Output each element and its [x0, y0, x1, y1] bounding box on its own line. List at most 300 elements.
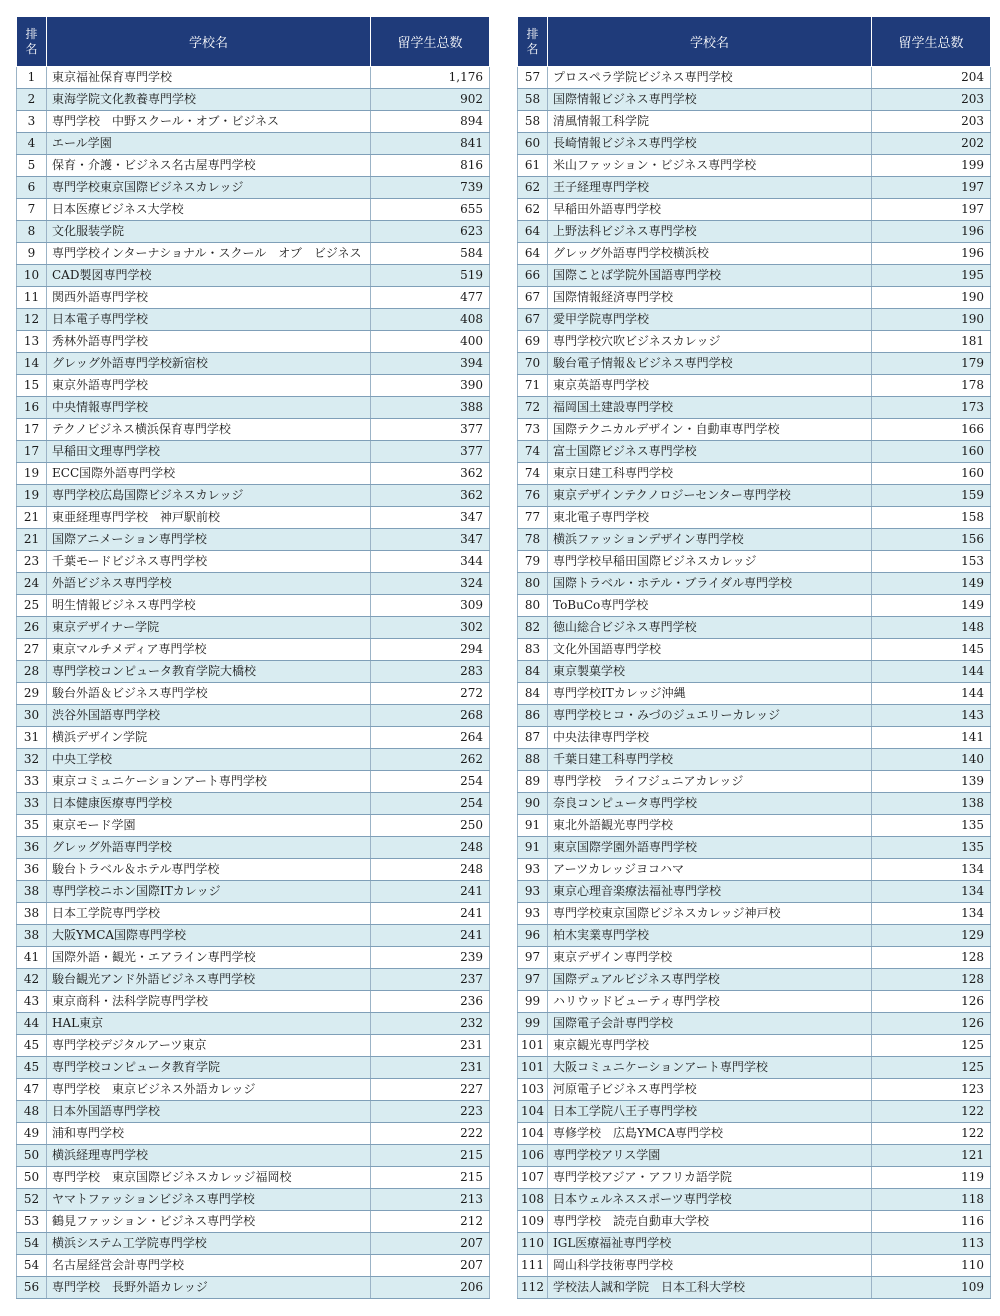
table-row — [17, 243, 490, 265]
student-count-cell: 388 — [371, 397, 490, 419]
school-name-cell: 東京コミュニケーションアート専門学校 — [47, 771, 371, 793]
student-count-cell: 254 — [371, 771, 490, 793]
rank-cell: 12 — [17, 309, 47, 331]
school-name-cell: 専門学校 読売自動車大学校 — [548, 1211, 872, 1233]
school-name-cell: 学校法人誠和学院 日本工科大学校 — [548, 1277, 872, 1299]
school-name-cell: 東京日建工科専門学校 — [548, 463, 872, 485]
rank-cell: 56 — [17, 1277, 47, 1299]
rank-cell: 26 — [17, 617, 47, 639]
table-row — [17, 353, 490, 375]
rank-cell: 108 — [518, 1189, 548, 1211]
student-count-cell: 126 — [872, 991, 991, 1013]
rank-cell: 50 — [17, 1167, 47, 1189]
rank-cell: 107 — [518, 1167, 548, 1189]
school-name-cell: グレッグ外語専門学校横浜校 — [548, 243, 872, 265]
student-count-cell: 362 — [371, 463, 490, 485]
student-count-cell: 239 — [371, 947, 490, 969]
rank-cell: 23 — [17, 551, 47, 573]
school-name-cell: 東京デザイナー学院 — [47, 617, 371, 639]
rank-cell: 97 — [518, 969, 548, 991]
rank-cell: 19 — [17, 485, 47, 507]
student-count-cell: 1,176 — [371, 67, 490, 89]
table-row — [518, 133, 991, 155]
student-count-cell: 197 — [872, 177, 991, 199]
table-row — [518, 177, 991, 199]
student-count-cell: 227 — [371, 1079, 490, 1101]
table-row — [518, 1211, 991, 1233]
school-name-cell: 国際ことば学院外国語専門学校 — [548, 265, 872, 287]
table-row — [518, 221, 991, 243]
rank-cell: 82 — [518, 617, 548, 639]
student-count-cell: 248 — [371, 859, 490, 881]
school-name-cell: 東京デザインテクノロジーセンター専門学校 — [548, 485, 872, 507]
school-name-cell: 王子経理専門学校 — [548, 177, 872, 199]
school-name-cell: 千葉日建工科専門学校 — [548, 749, 872, 771]
table-row — [17, 683, 490, 705]
student-count-cell: 128 — [872, 969, 991, 991]
school-name-cell: 鶴見ファッション・ビジネス専門学校 — [47, 1211, 371, 1233]
table-row — [518, 1101, 991, 1123]
student-count-cell: 241 — [371, 881, 490, 903]
school-name-cell: ハリウッドビューティ専門学校 — [548, 991, 872, 1013]
table-row — [17, 89, 490, 111]
table-row — [518, 661, 991, 683]
student-count-cell: 400 — [371, 331, 490, 353]
table-row — [518, 529, 991, 551]
student-count-cell: 121 — [872, 1145, 991, 1167]
school-name-cell: 専門学校アジア・アフリカ語学院 — [548, 1167, 872, 1189]
rank-cell: 84 — [518, 661, 548, 683]
rank-cell: 54 — [17, 1233, 47, 1255]
table-row — [17, 551, 490, 573]
student-count-cell: 197 — [872, 199, 991, 221]
table-row — [17, 969, 490, 991]
table-row — [17, 221, 490, 243]
student-count-cell: 272 — [371, 683, 490, 705]
school-name-cell: ヤマトファッションビジネス専門学校 — [47, 1189, 371, 1211]
table-row — [17, 1277, 490, 1299]
student-count-cell: 894 — [371, 111, 490, 133]
school-name-cell: 千葉モードビジネス専門学校 — [47, 551, 371, 573]
table-row — [17, 507, 490, 529]
student-count-cell: 129 — [872, 925, 991, 947]
student-count-cell: 134 — [872, 859, 991, 881]
table-row — [518, 1255, 991, 1277]
student-count-cell: 584 — [371, 243, 490, 265]
student-count-cell: 156 — [872, 529, 991, 551]
student-count-cell: 158 — [872, 507, 991, 529]
rank-cell: 67 — [518, 309, 548, 331]
table-row — [518, 793, 991, 815]
rank-cell: 83 — [518, 639, 548, 661]
student-count-cell: 231 — [371, 1057, 490, 1079]
student-count-cell: 190 — [872, 287, 991, 309]
table-row — [17, 1079, 490, 1101]
header-row — [518, 17, 991, 67]
table-row — [518, 1123, 991, 1145]
student-count-cell: 377 — [371, 441, 490, 463]
rank-cell: 79 — [518, 551, 548, 573]
table-row — [518, 309, 991, 331]
table-row — [518, 881, 991, 903]
rank-cell: 38 — [17, 903, 47, 925]
school-name-cell: 国際トラベル・ホテル・ブライダル専門学校 — [548, 573, 872, 595]
table-row — [17, 903, 490, 925]
school-name-cell: 専門学校ニホン国際ITカレッジ — [47, 881, 371, 903]
table-row — [17, 155, 490, 177]
rank-cell: 36 — [17, 859, 47, 881]
table-row — [518, 199, 991, 221]
school-name-cell: 東京心理音楽療法福祉専門学校 — [548, 881, 872, 903]
table-row — [518, 111, 991, 133]
table-row — [518, 1145, 991, 1167]
student-count-cell: 623 — [371, 221, 490, 243]
table-row — [518, 617, 991, 639]
school-name-cell: HAL東京 — [47, 1013, 371, 1035]
table-row — [17, 595, 490, 617]
student-count-cell: 241 — [371, 925, 490, 947]
table-row — [17, 573, 490, 595]
student-count-cell: 113 — [872, 1233, 991, 1255]
school-name-cell: 横浜ファッションデザイン専門学校 — [548, 529, 872, 551]
rank-header: 排 名 — [518, 17, 548, 67]
table-row — [518, 463, 991, 485]
school-name-cell: 横浜デザイン学院 — [47, 727, 371, 749]
student-count-cell: 237 — [371, 969, 490, 991]
student-count-cell: 302 — [371, 617, 490, 639]
student-count-cell: 166 — [872, 419, 991, 441]
school-name-cell: 河原電子ビジネス専門学校 — [548, 1079, 872, 1101]
student-count-cell: 262 — [371, 749, 490, 771]
rank-cell: 52 — [17, 1189, 47, 1211]
school-name-cell: 東京デザイン専門学校 — [548, 947, 872, 969]
student-count-cell: 215 — [371, 1167, 490, 1189]
table-row — [17, 177, 490, 199]
table-row — [518, 1079, 991, 1101]
rank-cell: 109 — [518, 1211, 548, 1233]
student-count-cell: 254 — [371, 793, 490, 815]
student-count-cell: 109 — [872, 1277, 991, 1299]
school-name-cell: 名古屋経営会計専門学校 — [47, 1255, 371, 1277]
rank-cell: 24 — [17, 573, 47, 595]
school-name-cell: 日本医療ビジネス大学校 — [47, 199, 371, 221]
rank-cell: 106 — [518, 1145, 548, 1167]
student-count-cell: 222 — [371, 1123, 490, 1145]
school-name-cell: 浦和専門学校 — [47, 1123, 371, 1145]
school-name-cell: アーツカレッジヨコハマ — [548, 859, 872, 881]
rank-cell: 111 — [518, 1255, 548, 1277]
student-count-cell: 122 — [872, 1123, 991, 1145]
student-count-cell: 179 — [872, 353, 991, 375]
student-count-cell: 196 — [872, 243, 991, 265]
student-count-cell: 135 — [872, 837, 991, 859]
table-row — [518, 397, 991, 419]
school-name-cell: 専門学校広島国際ビジネスカレッジ — [47, 485, 371, 507]
ranking-table-right — [517, 16, 991, 1299]
school-name-cell: 専門学校穴吹ビジネスカレッジ — [548, 331, 872, 353]
student-count-cell: 135 — [872, 815, 991, 837]
school-name-cell: 駿台観光アンド外語ビジネス専門学校 — [47, 969, 371, 991]
table-row — [17, 265, 490, 287]
student-count-cell: 160 — [872, 463, 991, 485]
rank-cell: 62 — [518, 177, 548, 199]
rank-cell: 89 — [518, 771, 548, 793]
table-row — [518, 837, 991, 859]
school-name-cell: CAD製図専門学校 — [47, 265, 371, 287]
rank-cell: 69 — [518, 331, 548, 353]
student-count-cell: 138 — [872, 793, 991, 815]
rank-cell: 28 — [17, 661, 47, 683]
school-name-cell: 専門学校早稲田国際ビジネスカレッジ — [548, 551, 872, 573]
rank-cell: 61 — [518, 155, 548, 177]
student-count-cell: 207 — [371, 1255, 490, 1277]
table-row — [518, 815, 991, 837]
student-count-cell: 213 — [371, 1189, 490, 1211]
table-row — [17, 639, 490, 661]
rank-cell: 45 — [17, 1035, 47, 1057]
school-name-cell: 愛甲学院専門学校 — [548, 309, 872, 331]
school-name-cell: 東京製菓学校 — [548, 661, 872, 683]
school-name-cell: 東北電子専門学校 — [548, 507, 872, 529]
school-name-cell: 国際外語・観光・エアライン専門学校 — [47, 947, 371, 969]
student-count-cell: 248 — [371, 837, 490, 859]
student-count-cell: 324 — [371, 573, 490, 595]
rank-cell: 33 — [17, 771, 47, 793]
table-row — [17, 1189, 490, 1211]
student-count-cell: 181 — [872, 331, 991, 353]
rank-cell: 67 — [518, 287, 548, 309]
rank-cell: 93 — [518, 881, 548, 903]
student-count-cell: 144 — [872, 661, 991, 683]
rank-cell: 57 — [518, 67, 548, 89]
school-name-cell: 国際情報ビジネス専門学校 — [548, 89, 872, 111]
table-row — [518, 947, 991, 969]
school-name-cell: 専門学校コンピュータ教育学院 — [47, 1057, 371, 1079]
rank-cell: 58 — [518, 89, 548, 111]
student-count-cell: 149 — [872, 573, 991, 595]
school-name-cell: 駿台電子情報＆ビジネス専門学校 — [548, 353, 872, 375]
rank-cell: 66 — [518, 265, 548, 287]
table-row — [518, 1035, 991, 1057]
rank-cell: 19 — [17, 463, 47, 485]
school-name-cell: 東京マルチメディア専門学校 — [47, 639, 371, 661]
table-row — [518, 1233, 991, 1255]
school-name-cell: 専門学校 東京国際ビジネスカレッジ福岡校 — [47, 1167, 371, 1189]
table-row — [518, 991, 991, 1013]
rank-cell: 21 — [17, 507, 47, 529]
school-name-cell: 国際テクニカルデザイン・自動車専門学校 — [548, 419, 872, 441]
school-name-cell: 駿台トラベル＆ホテル専門学校 — [47, 859, 371, 881]
rank-cell: 91 — [518, 837, 548, 859]
rank-cell: 17 — [17, 441, 47, 463]
table-row — [518, 265, 991, 287]
rank-cell: 101 — [518, 1057, 548, 1079]
student-count-cell: 377 — [371, 419, 490, 441]
table-row — [17, 485, 490, 507]
school-name-cell: 富士国際ビジネス専門学校 — [548, 441, 872, 463]
student-count-cell: 236 — [371, 991, 490, 1013]
rank-cell: 77 — [518, 507, 548, 529]
table-row — [518, 705, 991, 727]
student-count-cell: 739 — [371, 177, 490, 199]
table-row — [518, 551, 991, 573]
table-row — [518, 1189, 991, 1211]
rank-cell: 71 — [518, 375, 548, 397]
student-count-cell: 196 — [872, 221, 991, 243]
rank-cell: 38 — [17, 881, 47, 903]
rank-cell: 31 — [17, 727, 47, 749]
rank-cell: 90 — [518, 793, 548, 815]
school-name-cell: 中央工学校 — [47, 749, 371, 771]
rank-cell: 104 — [518, 1101, 548, 1123]
student-count-cell: 141 — [872, 727, 991, 749]
table-row — [17, 1167, 490, 1189]
school-name-cell: 文化服装学院 — [47, 221, 371, 243]
rank-cell: 4 — [17, 133, 47, 155]
student-count-cell: 344 — [371, 551, 490, 573]
rank-cell: 27 — [17, 639, 47, 661]
table-row — [17, 67, 490, 89]
rank-cell: 64 — [518, 221, 548, 243]
student-count-cell: 215 — [371, 1145, 490, 1167]
rank-cell: 32 — [17, 749, 47, 771]
school-name-cell: 柏木実業専門学校 — [548, 925, 872, 947]
table-row — [17, 705, 490, 727]
school-name-cell: プロスペラ学院ビジネス専門学校 — [548, 67, 872, 89]
school-name-cell: 国際アニメーション専門学校 — [47, 529, 371, 551]
rank-cell: 62 — [518, 199, 548, 221]
student-count-cell: 128 — [872, 947, 991, 969]
table-row — [518, 639, 991, 661]
student-count-cell: 116 — [872, 1211, 991, 1233]
table-row — [518, 1057, 991, 1079]
school-name-cell: 早稲田文理専門学校 — [47, 441, 371, 463]
table-row — [17, 727, 490, 749]
student-count-cell: 203 — [872, 89, 991, 111]
school-name-cell: 国際電子会計専門学校 — [548, 1013, 872, 1035]
student-count-cell: 203 — [872, 111, 991, 133]
school-name-cell: グレッグ外語専門学校新宿校 — [47, 353, 371, 375]
rank-cell: 88 — [518, 749, 548, 771]
table-row — [17, 1145, 490, 1167]
rank-cell: 15 — [17, 375, 47, 397]
school-name-cell: 横浜経理専門学校 — [47, 1145, 371, 1167]
student-count-cell: 134 — [872, 881, 991, 903]
student-count-cell: 173 — [872, 397, 991, 419]
table-row — [17, 947, 490, 969]
school-name-cell: IGL医療福祉専門学校 — [548, 1233, 872, 1255]
rank-cell: 58 — [518, 111, 548, 133]
table-row — [17, 199, 490, 221]
rank-cell: 54 — [17, 1255, 47, 1277]
school-name-cell: 清風情報工科学院 — [548, 111, 872, 133]
table-row — [518, 155, 991, 177]
rank-cell: 73 — [518, 419, 548, 441]
school-name-cell: 東京福祉保育専門学校 — [47, 67, 371, 89]
school-name-cell: 国際情報経済専門学校 — [548, 287, 872, 309]
table-row — [518, 859, 991, 881]
school-name-cell: 外語ビジネス専門学校 — [47, 573, 371, 595]
school-name-cell: 福岡国土建設専門学校 — [548, 397, 872, 419]
rank-cell: 72 — [518, 397, 548, 419]
student-count-cell: 250 — [371, 815, 490, 837]
table-row — [518, 89, 991, 111]
table-row — [17, 881, 490, 903]
school-name-cell: 日本工学院八王子専門学校 — [548, 1101, 872, 1123]
rank-cell: 49 — [17, 1123, 47, 1145]
table-row — [17, 463, 490, 485]
student-count-cell: 134 — [872, 903, 991, 925]
table-row — [17, 111, 490, 133]
student-count-cell: 160 — [872, 441, 991, 463]
table-row — [518, 771, 991, 793]
table-row — [17, 331, 490, 353]
student-count-cell: 123 — [872, 1079, 991, 1101]
table-row — [518, 375, 991, 397]
student-count-cell: 125 — [872, 1035, 991, 1057]
table-row — [17, 1255, 490, 1277]
school-name-cell: 東京国際学園外語専門学校 — [548, 837, 872, 859]
table-row — [17, 1035, 490, 1057]
rank-cell: 42 — [17, 969, 47, 991]
student-count-cell: 122 — [872, 1101, 991, 1123]
rank-cell: 45 — [17, 1057, 47, 1079]
table-row — [17, 925, 490, 947]
school-name-cell: 明生情報ビジネス専門学校 — [47, 595, 371, 617]
rank-cell: 43 — [17, 991, 47, 1013]
school-name-cell: 大阪コミュニケーションアート専門学校 — [548, 1057, 872, 1079]
school-name-cell: 東海学院文化教養専門学校 — [47, 89, 371, 111]
student-count-cell: 294 — [371, 639, 490, 661]
rank-cell: 93 — [518, 903, 548, 925]
school-name-cell: 日本電子専門学校 — [47, 309, 371, 331]
rank-cell: 80 — [518, 573, 548, 595]
table-row — [17, 1211, 490, 1233]
table-row — [518, 749, 991, 771]
rank-cell: 104 — [518, 1123, 548, 1145]
school-name-cell: 専門学校デジタルアーツ東京 — [47, 1035, 371, 1057]
rank-cell: 6 — [17, 177, 47, 199]
table-row — [17, 375, 490, 397]
table-row — [17, 1057, 490, 1079]
school-name-cell: 文化外国語専門学校 — [548, 639, 872, 661]
table-row — [518, 573, 991, 595]
school-name-cell: 中央情報専門学校 — [47, 397, 371, 419]
school-name-cell: 米山ファッション・ビジネス専門学校 — [548, 155, 872, 177]
student-count-cell: 231 — [371, 1035, 490, 1057]
rank-cell: 29 — [17, 683, 47, 705]
school-name-cell: 専門学校インターナショナル・スクール オブ ビジネス — [47, 243, 371, 265]
table-row — [518, 1277, 991, 1299]
rank-cell: 96 — [518, 925, 548, 947]
student-count-cell: 268 — [371, 705, 490, 727]
rank-cell: 36 — [17, 837, 47, 859]
table-row — [17, 815, 490, 837]
school-name-cell: 渋谷外国語専門学校 — [47, 705, 371, 727]
rank-cell: 5 — [17, 155, 47, 177]
table-row — [17, 1123, 490, 1145]
student-count-cell: 223 — [371, 1101, 490, 1123]
rank-cell: 9 — [17, 243, 47, 265]
school-name-cell: 専門学校 中野スクール・オブ・ビジネス — [47, 111, 371, 133]
school-name-cell: エール学園 — [47, 133, 371, 155]
school-name-cell: 専門学校東京国際ビジネスカレッジ — [47, 177, 371, 199]
count-header: 留学生总数 — [872, 17, 991, 67]
table-row — [17, 529, 490, 551]
header-row — [17, 17, 490, 67]
table-row — [518, 1167, 991, 1189]
student-count-cell: 841 — [371, 133, 490, 155]
